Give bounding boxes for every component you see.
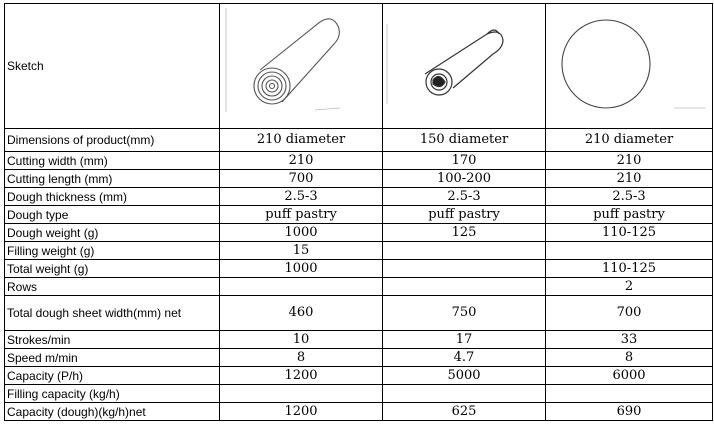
- circle-disc-sketch: [546, 4, 713, 128]
- cell-value: 1200: [220, 403, 383, 421]
- cell-value: puff pastry: [220, 206, 383, 224]
- cell-value: 210 diameter: [546, 129, 713, 152]
- table-row: [5, 242, 713, 260]
- cell-value: 4.7: [383, 349, 546, 367]
- sketch-cell-3: [546, 4, 713, 129]
- table-row: [5, 129, 713, 152]
- table-row: [5, 206, 713, 224]
- table-row: [5, 188, 713, 206]
- cell-value: 210 diameter: [220, 129, 383, 152]
- cell-value: 2.5-3: [546, 188, 713, 206]
- cell-value: [220, 278, 383, 296]
- table-row: [5, 224, 713, 242]
- cell-value: 2.5-3: [220, 188, 383, 206]
- cell-value: 5000: [383, 367, 546, 385]
- table-row: [5, 385, 713, 403]
- row-label: Speed m/min: [5, 349, 220, 367]
- row-label: Cutting length (mm): [5, 170, 220, 188]
- row-label: Cutting width (mm): [5, 152, 220, 170]
- table-row: [5, 296, 713, 331]
- sketch-cell-1: [220, 4, 383, 129]
- table-row: [5, 349, 713, 367]
- row-label: Filling weight (g): [5, 242, 220, 260]
- cell-value: puff pastry: [546, 206, 713, 224]
- rolled-log-filled-sketch: [383, 4, 546, 128]
- cell-value: 700: [220, 170, 383, 188]
- row-label: Strokes/min: [5, 331, 220, 349]
- cell-value: [383, 385, 546, 403]
- rolled-log-spiral-sketch: [220, 4, 383, 128]
- cell-value: 170: [383, 152, 546, 170]
- specification-table: [4, 3, 713, 421]
- cell-value: [383, 278, 546, 296]
- row-label: Dimensions of product(mm): [5, 129, 220, 152]
- cell-value: 460: [220, 296, 383, 331]
- cell-value: 125: [383, 224, 546, 242]
- row-label: Dough thickness (mm): [5, 188, 220, 206]
- cell-value: 15: [220, 242, 383, 260]
- table-row: [5, 170, 713, 188]
- row-label: Dough weight (g): [5, 224, 220, 242]
- row-label: Dough type: [5, 206, 220, 224]
- cell-value: 150 diameter: [383, 129, 546, 152]
- cell-value: 1000: [220, 224, 383, 242]
- cell-value: 210: [220, 152, 383, 170]
- cell-value: 33: [546, 331, 713, 349]
- table-row: [5, 403, 713, 421]
- cell-value: 690: [546, 403, 713, 421]
- cell-value: 8: [220, 349, 383, 367]
- cell-value: 8: [546, 349, 713, 367]
- cell-value: 750: [383, 296, 546, 331]
- cell-value: 17: [383, 331, 546, 349]
- row-label: Filling capacity (kg/h): [5, 385, 220, 403]
- cell-value: [546, 242, 713, 260]
- cell-value: 110-125: [546, 224, 713, 242]
- table-row: [5, 260, 713, 278]
- sketch-row: [5, 4, 713, 129]
- row-label: Total weight (g): [5, 260, 220, 278]
- cell-value: [383, 260, 546, 278]
- cell-value: 110-125: [546, 260, 713, 278]
- cell-value: 2.5-3: [383, 188, 546, 206]
- table-row: [5, 331, 713, 349]
- row-label: Total dough sheet width(mm) net: [5, 296, 220, 331]
- cell-value: [383, 242, 546, 260]
- row-label: Rows: [5, 278, 220, 296]
- cell-value: 210: [546, 152, 713, 170]
- sketch-label: Sketch: [5, 4, 220, 129]
- sketch-cell-2: [383, 4, 546, 129]
- cell-value: 2: [546, 278, 713, 296]
- cell-value: 1200: [220, 367, 383, 385]
- cell-value: [546, 385, 713, 403]
- cell-value: 1000: [220, 260, 383, 278]
- cell-value: 625: [383, 403, 546, 421]
- cell-value: 700: [546, 296, 713, 331]
- table-row: [5, 367, 713, 385]
- cell-value: 10: [220, 331, 383, 349]
- row-label: Capacity (P/h): [5, 367, 220, 385]
- cell-value: puff pastry: [383, 206, 546, 224]
- table-row: [5, 278, 713, 296]
- row-label: Capacity (dough)(kg/h)net: [5, 403, 220, 421]
- table-row: [5, 152, 713, 170]
- cell-value: 6000: [546, 367, 713, 385]
- cell-value: 100-200: [383, 170, 546, 188]
- cell-value: [220, 385, 383, 403]
- cell-value: 210: [546, 170, 713, 188]
